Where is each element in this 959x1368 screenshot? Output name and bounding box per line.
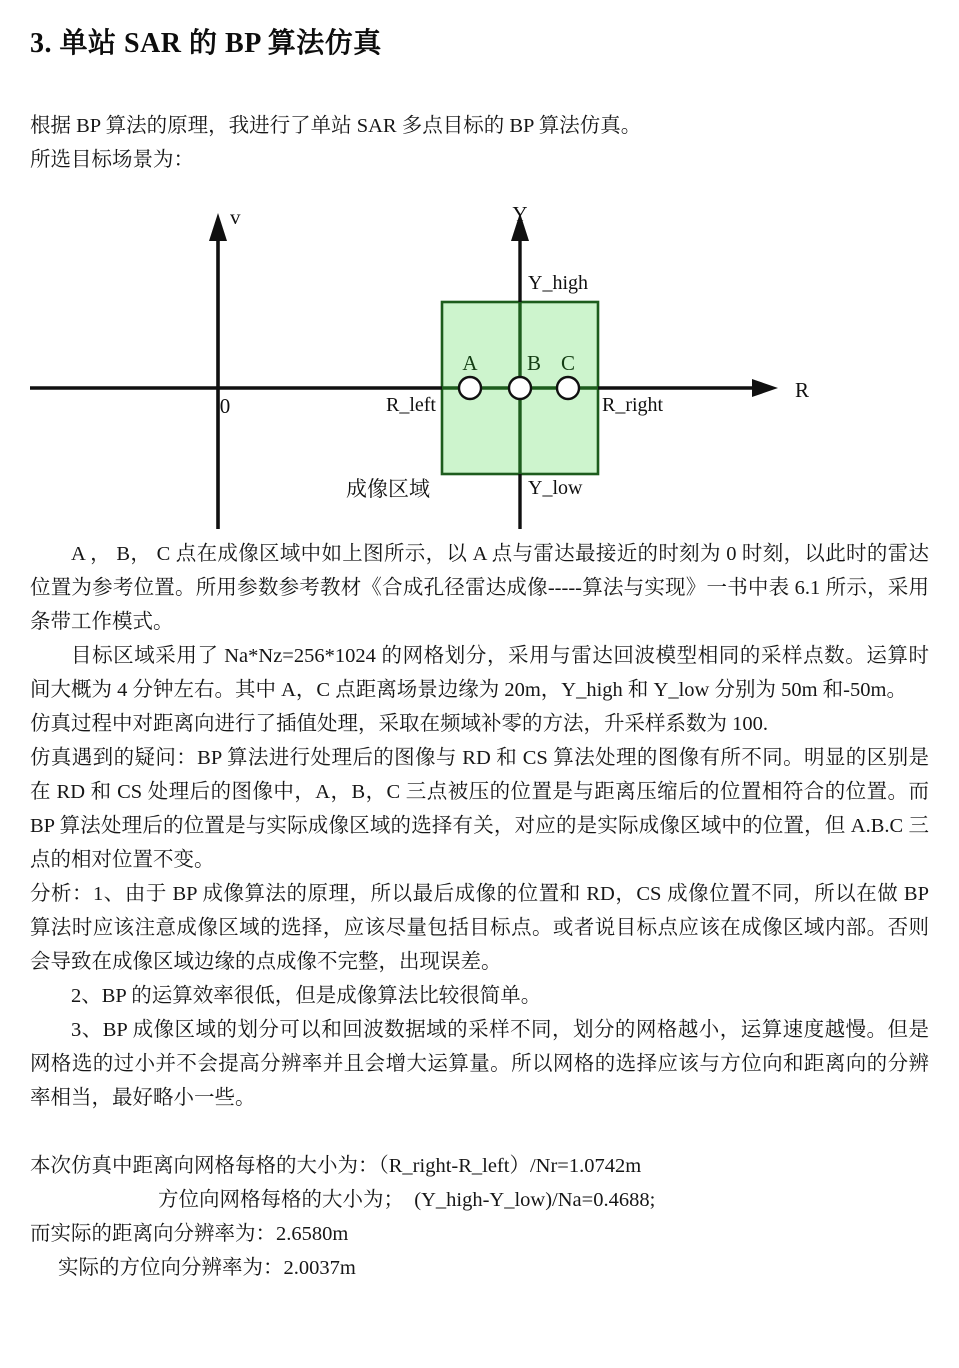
body-paragraph-7: 3、BP 成像区域的划分可以和回波数据域的采样不同，划分的网格越小，运算速度越慢。但是网格选的过小并不会提高分辨率并且会增大运算量。所以网格的选择应该与方位向和距离向的分辨率相当，最好略小一些。 [30, 1019, 929, 1109]
page-title: 3. 单站 SAR 的 BP 算法仿真 [30, 28, 382, 59]
r-axis-label: R [795, 378, 810, 402]
target-point-b [509, 377, 531, 399]
body-paragraph-6: 2、BP 的运算效率很低，但是成像算法比较很简单。 [71, 985, 542, 1007]
spacer [30, 61, 929, 77]
r-right-label: R_right [602, 394, 664, 416]
body-paragraph-2: 目标区域采用了 Na*Nz=256*1024 的网格划分，采用与雷达回波模型相同的采样点数。运算时间大概为 4 分钟左右。其中 A，C 点距离场景边缘为 20m，Y_high 和 Y_low 分别为 50m 和-50m。 [30, 645, 929, 701]
target-point-a [459, 377, 481, 399]
spacer [30, 1115, 929, 1149]
sar-imaging-scene-diagram [30, 199, 929, 529]
body-paragraph-4: 仿真遇到的疑问：BP 算法进行处理后的图像与 RD 和 CS 算法处理的图像有所不同。明显的区别是在 RD 和 CS 处理后的图像中，A，B，C 三点被压的位置是与距离压缩后的位置相符合的位置。而 BP 算法处理后的位置是与实际成像区域的选择有关，对应的是实际成像区域中的位置，但 A.B.C 三点的相对位置不变。 [30, 747, 929, 871]
body-paragraph-3: 仿真过程中对距离向进行了插值处理，采取在频域补零的方法，升采样系数为 100. [30, 713, 768, 735]
r-left-label: R_left [386, 394, 436, 416]
target-point-b-label: B [527, 351, 542, 375]
v-axis-label: v [230, 205, 241, 229]
result-line-range-resolution: 而实际的距离向分辨率为：2.6580m [30, 1223, 349, 1245]
result-line-azimuth-resolution: 实际的方位向分辨率为：2.0037m [58, 1257, 356, 1279]
result-line-range-grid-size: 本次仿真中距离向网格每格的大小为：（R_right-R_left）/Nr=1.0742m [30, 1155, 642, 1177]
y-high-label: Y_high [528, 272, 588, 294]
r-axis-arrowhead [752, 379, 778, 397]
target-point-c [557, 377, 579, 399]
intro-paragraph-line-1: 根据 BP 算法的原理，我进行了单站 SAR 多点目标的 BP 算法仿真。 [30, 115, 642, 137]
origin-label: 0 [219, 394, 231, 418]
y-low-label: Y_low [528, 477, 583, 499]
intro-paragraph-line-2: 所选目标场景为： [30, 149, 194, 171]
imaging-region-label: 成像区域 [346, 477, 430, 501]
result-line-azimuth-grid-size: 方位向网格每格的大小为； (Y_high-Y_low)/Na=0.4688; [158, 1189, 656, 1211]
target-point-c-label: C [560, 351, 576, 375]
target-point-a-label: A [462, 351, 478, 375]
body-paragraph-1: A ， B， C 点在成像区域中如上图所示，以 A 点与雷达最接近的时刻为 0 时刻，以此时的雷达位置为参考位置。所用参数参考教材《合成孔径雷达成像-----算法与实现》一书中表 6.1 所示，采用条带工作模式。 [30, 543, 929, 633]
v-axis-arrowhead [209, 213, 227, 241]
body-paragraph-5: 分析：1、由于 BP 成像算法的原理，所以最后成像的位置和 RD，CS 成像位置不同，所以在做 BP 算法时应该注意成像区域的选择，应该尽量包括目标点。或者说目标点应该在成像区域内部。否则会导致在成像区域边缘的点成像不完整，出现误差。 [30, 883, 929, 973]
y-axis-label: Y [512, 202, 528, 226]
